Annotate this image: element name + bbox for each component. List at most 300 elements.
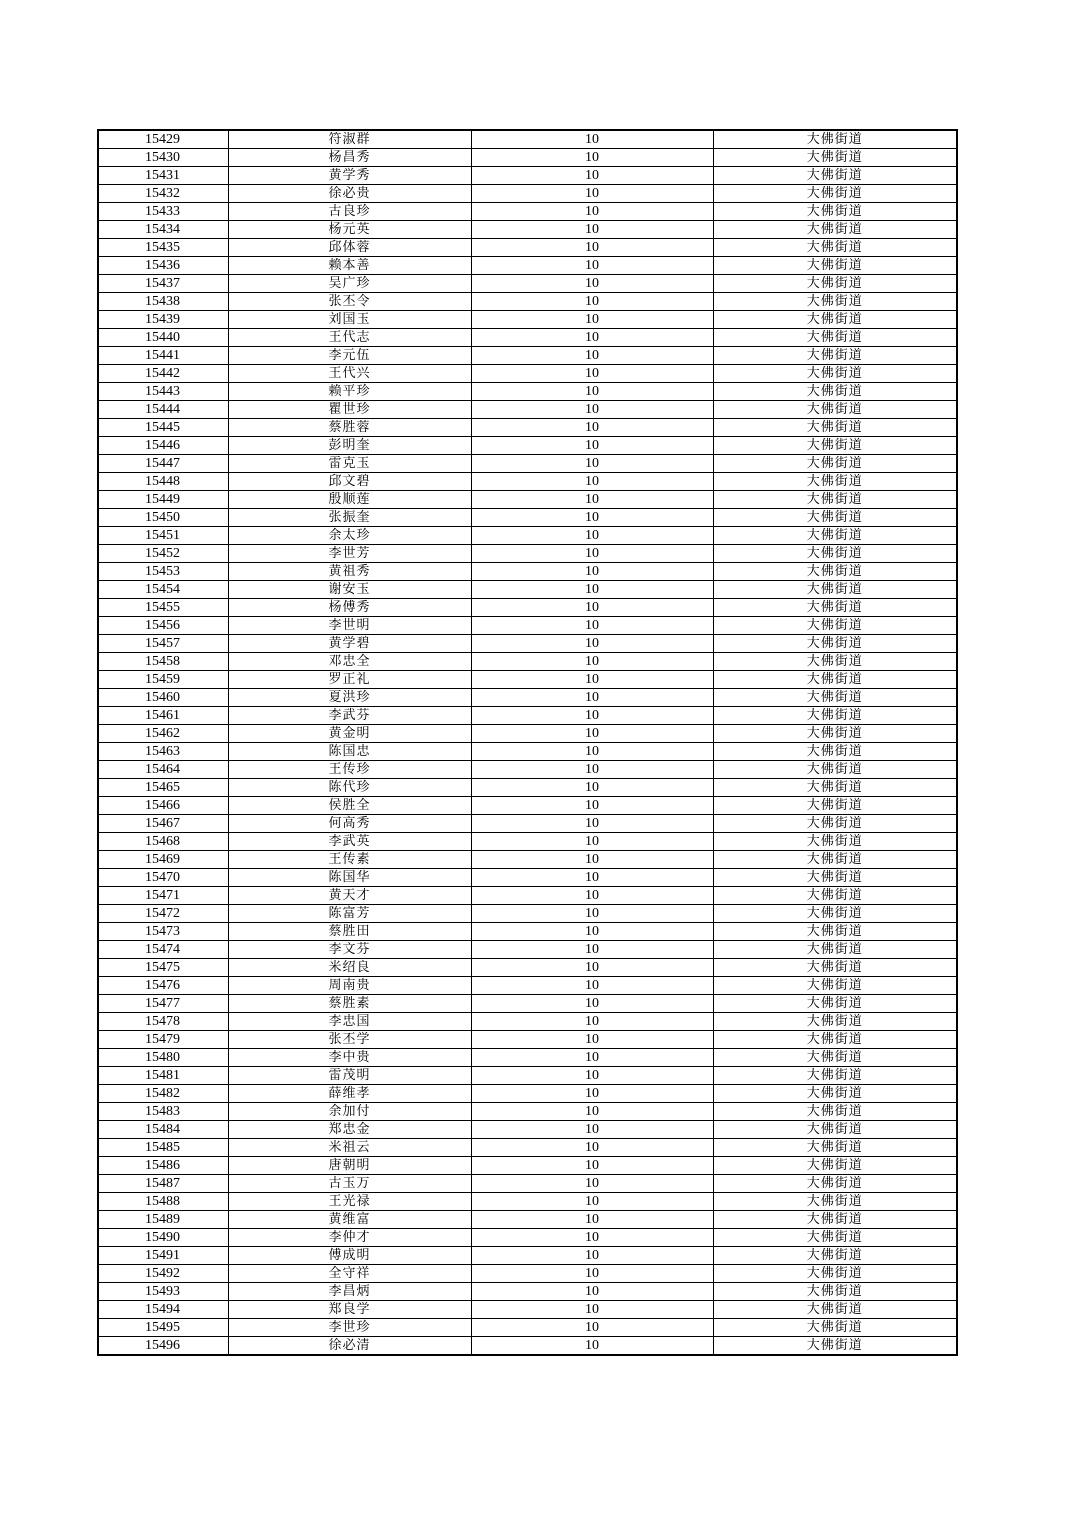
area-name: 大佛街道 [713, 1067, 957, 1085]
area-name: 大佛街道 [713, 1229, 957, 1247]
person-name: 黄祖秀 [228, 563, 471, 581]
table-row [98, 1067, 957, 1085]
area-name: 大佛街道 [713, 1247, 957, 1265]
area-name: 大佛街道 [713, 455, 957, 473]
table-row [98, 779, 957, 797]
person-name: 刘国玉 [228, 311, 471, 329]
amount-value: 10 [471, 707, 713, 725]
area-name: 大佛街道 [713, 491, 957, 509]
table-row [98, 797, 957, 815]
person-name: 张丕学 [228, 1031, 471, 1049]
table-row [98, 437, 957, 455]
table-row [98, 257, 957, 275]
person-name: 陈国忠 [228, 743, 471, 761]
row-number: 15482 [98, 1085, 228, 1103]
amount-value: 10 [471, 671, 713, 689]
amount-value: 10 [471, 1103, 713, 1121]
amount-value: 10 [471, 149, 713, 167]
area-name: 大佛街道 [713, 581, 957, 599]
area-name: 大佛街道 [713, 527, 957, 545]
table-row [98, 1031, 957, 1049]
table-row [98, 833, 957, 851]
row-number: 15471 [98, 887, 228, 905]
table-row [98, 1139, 957, 1157]
row-number: 15435 [98, 239, 228, 257]
amount-value: 10 [471, 455, 713, 473]
person-name: 王传素 [228, 851, 471, 869]
area-name: 大佛街道 [713, 563, 957, 581]
row-number: 15462 [98, 725, 228, 743]
amount-value: 10 [471, 1121, 713, 1139]
amount-value: 10 [471, 203, 713, 221]
row-number: 15457 [98, 635, 228, 653]
table-row [98, 419, 957, 437]
person-name: 李元伍 [228, 347, 471, 365]
table-row [98, 869, 957, 887]
row-number: 15492 [98, 1265, 228, 1283]
person-name: 李仲才 [228, 1229, 471, 1247]
area-name: 大佛街道 [713, 383, 957, 401]
amount-value: 10 [471, 959, 713, 977]
row-number: 15453 [98, 563, 228, 581]
amount-value: 10 [471, 779, 713, 797]
row-number: 15458 [98, 653, 228, 671]
person-name: 邱体蓉 [228, 239, 471, 257]
area-name: 大佛街道 [713, 1103, 957, 1121]
person-name: 余太珍 [228, 527, 471, 545]
area-name: 大佛街道 [713, 1193, 957, 1211]
area-name: 大佛街道 [713, 401, 957, 419]
row-number: 15475 [98, 959, 228, 977]
table-row [98, 1247, 957, 1265]
row-number: 15479 [98, 1031, 228, 1049]
table-row [98, 743, 957, 761]
table-row [98, 1229, 957, 1247]
person-name: 张振奎 [228, 509, 471, 527]
person-name: 夏洪珍 [228, 689, 471, 707]
amount-value: 10 [471, 815, 713, 833]
area-name: 大佛街道 [713, 1319, 957, 1337]
area-name: 大佛街道 [713, 959, 957, 977]
amount-value: 10 [471, 725, 713, 743]
area-name: 大佛街道 [713, 797, 957, 815]
person-name: 李武英 [228, 833, 471, 851]
area-name: 大佛街道 [713, 329, 957, 347]
amount-value: 10 [471, 545, 713, 563]
area-name: 大佛街道 [713, 1085, 957, 1103]
person-name: 吴广珍 [228, 275, 471, 293]
table-row [98, 959, 957, 977]
amount-value: 10 [471, 473, 713, 491]
area-name: 大佛街道 [713, 473, 957, 491]
row-number: 15480 [98, 1049, 228, 1067]
person-name: 雷克玉 [228, 455, 471, 473]
person-name: 瞿世珍 [228, 401, 471, 419]
table-row [98, 347, 957, 365]
table-row [98, 1337, 957, 1356]
table-row [98, 167, 957, 185]
person-name: 张丕令 [228, 293, 471, 311]
table-row [98, 401, 957, 419]
amount-value: 10 [471, 311, 713, 329]
row-number: 15470 [98, 869, 228, 887]
table-row [98, 311, 957, 329]
amount-value: 10 [471, 905, 713, 923]
table-row [98, 275, 957, 293]
table-row [98, 149, 957, 167]
table-row [98, 491, 957, 509]
amount-value: 10 [471, 581, 713, 599]
row-number: 15469 [98, 851, 228, 869]
amount-value: 10 [471, 869, 713, 887]
amount-value: 10 [471, 527, 713, 545]
row-number: 15456 [98, 617, 228, 635]
amount-value: 10 [471, 743, 713, 761]
area-name: 大佛街道 [713, 743, 957, 761]
area-name: 大佛街道 [713, 689, 957, 707]
area-name: 大佛街道 [713, 1031, 957, 1049]
table-row [98, 725, 957, 743]
table-row [98, 941, 957, 959]
area-name: 大佛街道 [713, 437, 957, 455]
table-row [98, 1103, 957, 1121]
area-name: 大佛街道 [713, 635, 957, 653]
area-name: 大佛街道 [713, 221, 957, 239]
area-name: 大佛街道 [713, 671, 957, 689]
table-row [98, 1301, 957, 1319]
table-row [98, 1157, 957, 1175]
row-number: 15429 [98, 130, 228, 149]
area-name: 大佛街道 [713, 149, 957, 167]
area-name: 大佛街道 [713, 545, 957, 563]
person-name: 罗正礼 [228, 671, 471, 689]
amount-value: 10 [471, 833, 713, 851]
area-name: 大佛街道 [713, 509, 957, 527]
table-row [98, 635, 957, 653]
table-row [98, 383, 957, 401]
area-name: 大佛街道 [713, 1121, 957, 1139]
table-row [98, 995, 957, 1013]
area-name: 大佛街道 [713, 1157, 957, 1175]
area-name: 大佛街道 [713, 293, 957, 311]
table-row [98, 761, 957, 779]
area-name: 大佛街道 [713, 130, 957, 149]
amount-value: 10 [471, 221, 713, 239]
amount-value: 10 [471, 509, 713, 527]
person-name: 陈富芳 [228, 905, 471, 923]
row-number: 15459 [98, 671, 228, 689]
area-name: 大佛街道 [713, 851, 957, 869]
person-name: 徐必清 [228, 1337, 471, 1356]
row-number: 15489 [98, 1211, 228, 1229]
area-name: 大佛街道 [713, 761, 957, 779]
row-number: 15451 [98, 527, 228, 545]
area-name: 大佛街道 [713, 1337, 957, 1356]
row-number: 15495 [98, 1319, 228, 1337]
person-name: 薛维孝 [228, 1085, 471, 1103]
person-name: 徐必贵 [228, 185, 471, 203]
person-name: 郑良学 [228, 1301, 471, 1319]
person-name: 李世明 [228, 617, 471, 635]
table-row [98, 689, 957, 707]
person-name: 黄学秀 [228, 167, 471, 185]
person-name: 米绍良 [228, 959, 471, 977]
person-name: 杨昌秀 [228, 149, 471, 167]
amount-value: 10 [471, 275, 713, 293]
person-name: 陈代珍 [228, 779, 471, 797]
area-name: 大佛街道 [713, 1283, 957, 1301]
row-number: 15441 [98, 347, 228, 365]
table-row [98, 1283, 957, 1301]
row-number: 15455 [98, 599, 228, 617]
person-name: 黄维富 [228, 1211, 471, 1229]
amount-value: 10 [471, 1319, 713, 1337]
table-row [98, 923, 957, 941]
amount-value: 10 [471, 347, 713, 365]
row-number: 15484 [98, 1121, 228, 1139]
amount-value: 10 [471, 851, 713, 869]
person-name: 符淑群 [228, 130, 471, 149]
area-name: 大佛街道 [713, 725, 957, 743]
row-number: 15496 [98, 1337, 228, 1356]
table-row [98, 329, 957, 347]
area-name: 大佛街道 [713, 1139, 957, 1157]
amount-value: 10 [471, 1085, 713, 1103]
area-name: 大佛街道 [713, 707, 957, 725]
amount-value: 10 [471, 401, 713, 419]
table-row [98, 527, 957, 545]
area-name: 大佛街道 [713, 887, 957, 905]
amount-value: 10 [471, 185, 713, 203]
amount-value: 10 [471, 1211, 713, 1229]
table-row [98, 581, 957, 599]
area-name: 大佛街道 [713, 941, 957, 959]
row-number: 15468 [98, 833, 228, 851]
table-row [98, 1319, 957, 1337]
amount-value: 10 [471, 1337, 713, 1356]
person-name: 李昌炳 [228, 1283, 471, 1301]
row-number: 15431 [98, 167, 228, 185]
person-name: 彭明奎 [228, 437, 471, 455]
area-name: 大佛街道 [713, 599, 957, 617]
table-row [98, 1175, 957, 1193]
amount-value: 10 [471, 1175, 713, 1193]
area-name: 大佛街道 [713, 995, 957, 1013]
row-number: 15436 [98, 257, 228, 275]
area-name: 大佛街道 [713, 1301, 957, 1319]
row-number: 15460 [98, 689, 228, 707]
area-name: 大佛街道 [713, 905, 957, 923]
row-number: 15486 [98, 1157, 228, 1175]
amount-value: 10 [471, 130, 713, 149]
row-number: 15481 [98, 1067, 228, 1085]
person-name: 黄金明 [228, 725, 471, 743]
row-number: 15461 [98, 707, 228, 725]
table-row [98, 1049, 957, 1067]
area-name: 大佛街道 [713, 167, 957, 185]
person-name: 李中贵 [228, 1049, 471, 1067]
person-name: 雷茂明 [228, 1067, 471, 1085]
person-name: 赖本善 [228, 257, 471, 275]
person-name: 全守祥 [228, 1265, 471, 1283]
row-number: 15464 [98, 761, 228, 779]
table-row [98, 905, 957, 923]
person-name: 何高秀 [228, 815, 471, 833]
row-number: 15443 [98, 383, 228, 401]
person-name: 郑忠金 [228, 1121, 471, 1139]
person-name: 王代志 [228, 329, 471, 347]
table-row [98, 707, 957, 725]
person-name: 李忠国 [228, 1013, 471, 1031]
amount-value: 10 [471, 617, 713, 635]
row-number: 15465 [98, 779, 228, 797]
table-row [98, 1193, 957, 1211]
person-name: 古玉万 [228, 1175, 471, 1193]
amount-value: 10 [471, 383, 713, 401]
amount-value: 10 [471, 419, 713, 437]
table-row [98, 545, 957, 563]
amount-value: 10 [471, 239, 713, 257]
row-number: 15432 [98, 185, 228, 203]
table-row [98, 653, 957, 671]
amount-value: 10 [471, 1247, 713, 1265]
row-number: 15447 [98, 455, 228, 473]
person-name: 邱文碧 [228, 473, 471, 491]
row-number: 15463 [98, 743, 228, 761]
area-name: 大佛街道 [713, 1013, 957, 1031]
row-number: 15450 [98, 509, 228, 527]
area-name: 大佛街道 [713, 347, 957, 365]
row-number: 15472 [98, 905, 228, 923]
row-number: 15493 [98, 1283, 228, 1301]
area-name: 大佛街道 [713, 1265, 957, 1283]
person-name: 李世芳 [228, 545, 471, 563]
person-name: 李世珍 [228, 1319, 471, 1337]
area-name: 大佛街道 [713, 869, 957, 887]
row-number: 15444 [98, 401, 228, 419]
amount-value: 10 [471, 1013, 713, 1031]
amount-value: 10 [471, 761, 713, 779]
row-number: 15474 [98, 941, 228, 959]
person-name: 邓忠全 [228, 653, 471, 671]
person-name: 谢安玉 [228, 581, 471, 599]
area-name: 大佛街道 [713, 1175, 957, 1193]
amount-value: 10 [471, 167, 713, 185]
row-number: 15449 [98, 491, 228, 509]
table-row [98, 851, 957, 869]
table-row [98, 815, 957, 833]
person-name: 蔡胜蓉 [228, 419, 471, 437]
row-number: 15442 [98, 365, 228, 383]
area-name: 大佛街道 [713, 779, 957, 797]
amount-value: 10 [471, 491, 713, 509]
amount-value: 10 [471, 995, 713, 1013]
row-number: 15490 [98, 1229, 228, 1247]
table-row [98, 1085, 957, 1103]
area-name: 大佛街道 [713, 977, 957, 995]
table-row [98, 1211, 957, 1229]
table-row [98, 1265, 957, 1283]
amount-value: 10 [471, 365, 713, 383]
person-name: 黄学碧 [228, 635, 471, 653]
amount-value: 10 [471, 635, 713, 653]
table-row [98, 563, 957, 581]
area-name: 大佛街道 [713, 311, 957, 329]
table-row [98, 509, 957, 527]
row-number: 15487 [98, 1175, 228, 1193]
amount-value: 10 [471, 977, 713, 995]
person-name: 王代兴 [228, 365, 471, 383]
person-name: 赖平珍 [228, 383, 471, 401]
amount-value: 10 [471, 689, 713, 707]
row-number: 15466 [98, 797, 228, 815]
row-number: 15476 [98, 977, 228, 995]
amount-value: 10 [471, 653, 713, 671]
row-number: 15430 [98, 149, 228, 167]
row-number: 15439 [98, 311, 228, 329]
area-name: 大佛街道 [713, 653, 957, 671]
row-number: 15452 [98, 545, 228, 563]
roster-table-body [98, 130, 957, 1355]
person-name: 蔡胜素 [228, 995, 471, 1013]
table-row [98, 455, 957, 473]
amount-value: 10 [471, 941, 713, 959]
table-row [98, 1013, 957, 1031]
amount-value: 10 [471, 1031, 713, 1049]
person-name: 侯胜全 [228, 797, 471, 815]
row-number: 15483 [98, 1103, 228, 1121]
person-name: 李武芬 [228, 707, 471, 725]
area-name: 大佛街道 [713, 257, 957, 275]
row-number: 15473 [98, 923, 228, 941]
amount-value: 10 [471, 797, 713, 815]
person-name: 古良珍 [228, 203, 471, 221]
amount-value: 10 [471, 1301, 713, 1319]
amount-value: 10 [471, 1157, 713, 1175]
area-name: 大佛街道 [713, 815, 957, 833]
table-row [98, 293, 957, 311]
amount-value: 10 [471, 1049, 713, 1067]
area-name: 大佛街道 [713, 203, 957, 221]
area-name: 大佛街道 [713, 185, 957, 203]
row-number: 15488 [98, 1193, 228, 1211]
person-name: 傅成明 [228, 1247, 471, 1265]
table-row [98, 130, 957, 149]
table-row [98, 1121, 957, 1139]
amount-value: 10 [471, 1229, 713, 1247]
amount-value: 10 [471, 563, 713, 581]
area-name: 大佛街道 [713, 239, 957, 257]
person-name: 黄天才 [228, 887, 471, 905]
table-row [98, 617, 957, 635]
area-name: 大佛街道 [713, 1049, 957, 1067]
table-row [98, 671, 957, 689]
amount-value: 10 [471, 437, 713, 455]
table-row [98, 365, 957, 383]
table-row [98, 203, 957, 221]
person-name: 唐朝明 [228, 1157, 471, 1175]
person-name: 余加付 [228, 1103, 471, 1121]
amount-value: 10 [471, 257, 713, 275]
roster-table [97, 129, 958, 1356]
amount-value: 10 [471, 887, 713, 905]
table-row [98, 185, 957, 203]
row-number: 15454 [98, 581, 228, 599]
amount-value: 10 [471, 1139, 713, 1157]
amount-value: 10 [471, 599, 713, 617]
row-number: 15446 [98, 437, 228, 455]
person-name: 蔡胜田 [228, 923, 471, 941]
